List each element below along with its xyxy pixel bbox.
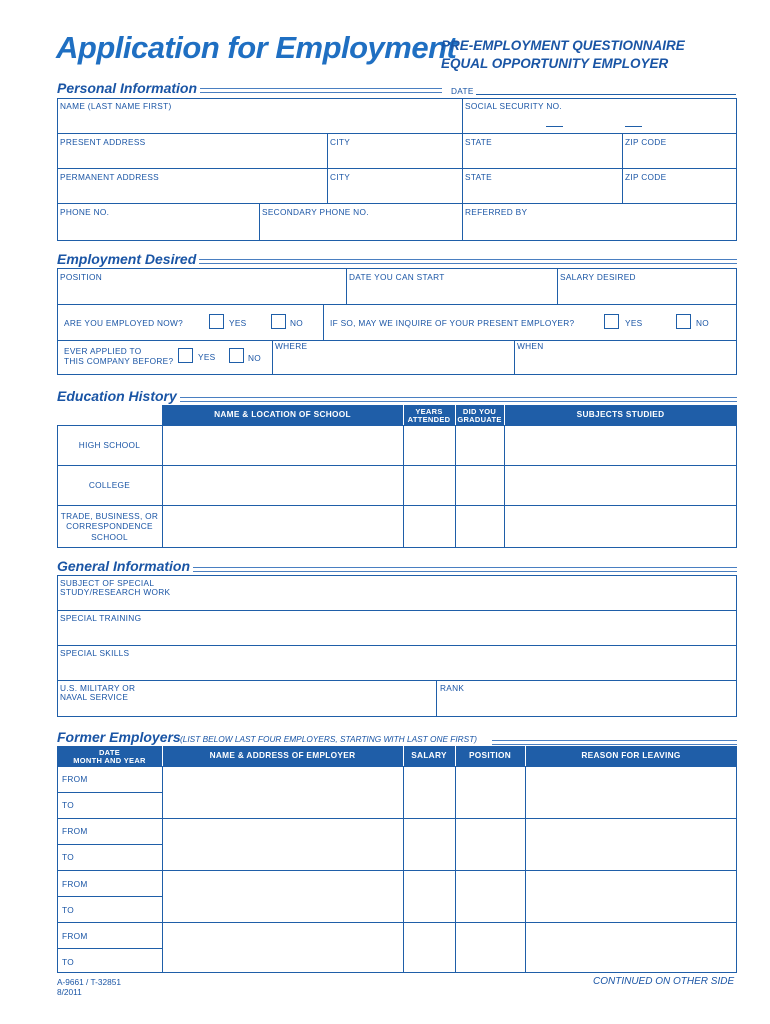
name-field[interactable]: NAME (LAST NAME FIRST) xyxy=(60,101,172,111)
military-field-1[interactable]: U.S. MILITARY OR xyxy=(60,683,136,693)
employer-2-from[interactable]: FROM xyxy=(62,826,88,836)
ssn-field[interactable]: SOCIAL SECURITY NO. xyxy=(465,101,562,111)
employer-3-to[interactable]: TO xyxy=(62,905,74,915)
present-zip-field[interactable]: ZIP CODE xyxy=(625,137,667,147)
where-field[interactable]: WHERE xyxy=(275,341,308,351)
applied-no-label: NO xyxy=(248,353,262,363)
special-study-field-2: STUDY/RESEARCH WORK xyxy=(60,587,171,597)
special-training-field[interactable]: SPECIAL TRAINING xyxy=(60,613,142,623)
row-trade-2: CORRESPONDENCE xyxy=(66,521,153,531)
col-grad-1: DID YOU xyxy=(462,407,497,416)
applied-no-checkbox[interactable] xyxy=(229,348,244,363)
inquire-label: IF SO, MAY WE INQUIRE OF YOUR PRESENT EMPLOYER? xyxy=(330,318,575,328)
phone-field[interactable]: PHONE NO. xyxy=(60,207,110,217)
inquire-no-checkbox[interactable] xyxy=(676,314,691,329)
row-trade-1: TRADE, BUSINESS, OR xyxy=(60,511,159,521)
form-date: 8/2011 xyxy=(57,987,82,997)
col-grad-2: GRADUATE xyxy=(457,415,502,424)
inquire-yes-label: YES xyxy=(625,318,643,328)
permanent-state-field[interactable]: STATE xyxy=(465,172,493,182)
referred-by-field[interactable]: REFERRED BY xyxy=(465,207,528,217)
col-years-2: ATTENDED xyxy=(407,415,451,424)
inquire-yes-checkbox[interactable] xyxy=(604,314,619,329)
section-heading-education: Education History xyxy=(57,388,180,404)
form-number: A-9661 / T-32851 xyxy=(57,977,121,987)
employer-3-from[interactable]: FROM xyxy=(62,879,88,889)
salary-desired-field[interactable]: SALARY DESIRED xyxy=(560,272,636,282)
employed-now-label: ARE YOU EMPLOYED NOW? xyxy=(64,318,184,328)
form-title: Application for Employment xyxy=(56,30,457,65)
row-trade-3: SCHOOL xyxy=(91,532,128,542)
section-rule xyxy=(200,88,442,93)
rank-field[interactable]: RANK xyxy=(440,683,465,693)
employer-1-to[interactable]: TO xyxy=(62,800,74,810)
position-field[interactable]: POSITION xyxy=(60,272,103,282)
employed-yes-label: YES xyxy=(229,318,247,328)
date-label: DATE xyxy=(451,86,474,96)
special-skills-field[interactable]: SPECIAL SKILLS xyxy=(60,648,130,658)
col-school-name: NAME & LOCATION OF SCHOOL xyxy=(214,409,351,419)
present-city-field[interactable]: CITY xyxy=(330,137,351,147)
permanent-city-field[interactable]: CITY xyxy=(330,172,351,182)
col-years-1: YEARS xyxy=(415,407,443,416)
employed-no-label: NO xyxy=(290,318,304,328)
applied-yes-checkbox[interactable] xyxy=(178,348,193,363)
date-input-line[interactable] xyxy=(476,94,736,95)
employer-2-to[interactable]: TO xyxy=(62,852,74,862)
employed-no-checkbox[interactable] xyxy=(271,314,286,329)
col-employer-name: NAME & ADDRESS OF EMPLOYER xyxy=(209,750,356,760)
applied-before-label-1: EVER APPLIED TO xyxy=(64,346,142,356)
row-high-school: HIGH SCHOOL xyxy=(78,440,141,450)
start-date-field[interactable]: DATE YOU CAN START xyxy=(349,272,445,282)
employed-yes-checkbox[interactable] xyxy=(209,314,224,329)
col-salary: SALARY xyxy=(411,750,447,760)
section-heading-general: General Information xyxy=(57,558,193,574)
col-reason: REASON FOR LEAVING xyxy=(581,750,681,760)
col-subjects: SUBJECTS STUDIED xyxy=(576,409,665,419)
special-study-field-1[interactable]: SUBJECT OF SPECIAL xyxy=(60,578,155,588)
permanent-address-field[interactable]: PERMANENT ADDRESS xyxy=(60,172,159,182)
continued-note: CONTINUED ON OTHER SIDE xyxy=(593,976,735,987)
personal-info-box xyxy=(57,98,737,241)
row-college: COLLEGE xyxy=(88,480,131,490)
employer-4-to[interactable]: TO xyxy=(62,957,74,967)
form-subtitle-eoe: EQUAL OPPORTUNITY EMPLOYER xyxy=(441,56,669,71)
when-field[interactable]: WHEN xyxy=(517,341,544,351)
present-address-field[interactable]: PRESENT ADDRESS xyxy=(60,137,146,147)
employer-1-from[interactable]: FROM xyxy=(62,774,88,784)
present-state-field[interactable]: STATE xyxy=(465,137,493,147)
military-field-2: NAVAL SERVICE xyxy=(60,692,129,702)
section-heading-former: Former Employers xyxy=(57,729,184,745)
section-heading-employment: Employment Desired xyxy=(57,251,199,267)
form-subtitle-questionnaire: PRE-EMPLOYMENT QUESTIONNAIRE xyxy=(441,38,685,53)
col-date-1: DATE xyxy=(98,748,121,757)
employer-4-from[interactable]: FROM xyxy=(62,931,88,941)
secondary-phone-field[interactable]: SECONDARY PHONE NO. xyxy=(262,207,369,217)
col-date-2: MONTH AND YEAR xyxy=(73,756,146,765)
inquire-no-label: NO xyxy=(696,318,710,328)
section-heading-personal: Personal Information xyxy=(57,80,200,96)
former-employers-note: (LIST BELOW LAST FOUR EMPLOYERS, STARTING WITH LAST ONE FIRST) xyxy=(180,734,478,744)
col-position: POSITION xyxy=(468,750,512,760)
permanent-zip-field[interactable]: ZIP CODE xyxy=(625,172,667,182)
applied-before-label-2: THIS COMPANY BEFORE? xyxy=(64,356,174,366)
applied-yes-label: YES xyxy=(198,352,216,362)
